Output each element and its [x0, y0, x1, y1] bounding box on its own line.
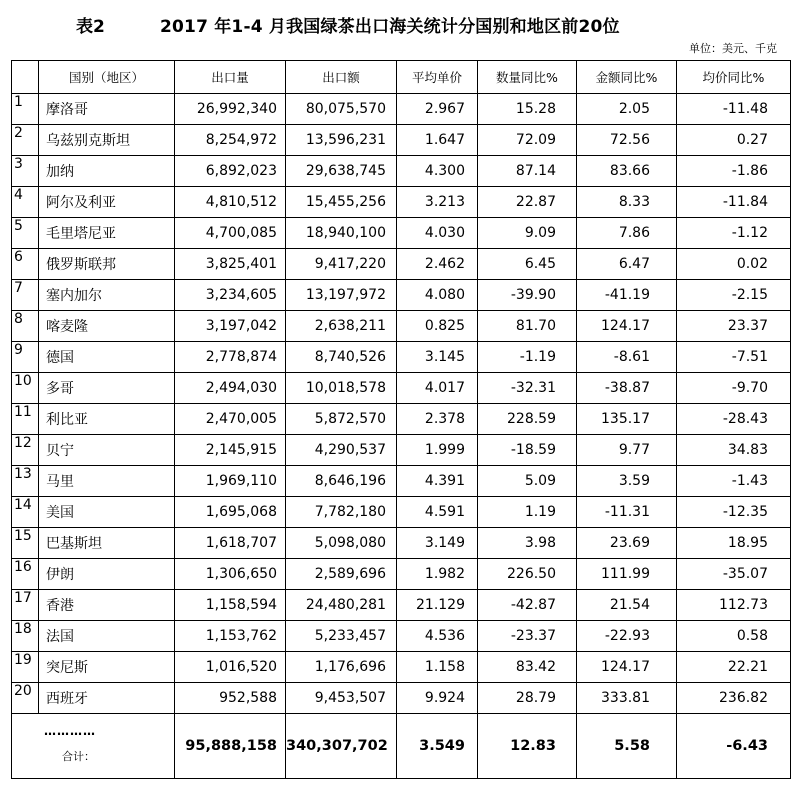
row-index: 6: [12, 249, 39, 280]
row-index: 5: [12, 218, 39, 249]
export-qty: 1,153,762: [175, 621, 286, 652]
price-yoy: -11.48: [677, 94, 791, 125]
export-qty: 6,892,023: [175, 156, 286, 187]
qty-yoy: -42.87: [478, 590, 577, 621]
export-qty: 2,494,030: [175, 373, 286, 404]
row-index: 20: [12, 683, 39, 714]
amount-yoy: 6.47: [577, 249, 677, 280]
amount-yoy: 124.17: [577, 311, 677, 342]
country-name: 贝宁: [39, 435, 175, 466]
qty-yoy: 5.09: [478, 466, 577, 497]
qty-yoy: 22.87: [478, 187, 577, 218]
export-amount: 15,455,256: [286, 187, 397, 218]
total-row: [12, 714, 791, 779]
country-name: 香港: [39, 590, 175, 621]
total-amount: 340,307,702: [286, 714, 397, 779]
header-country: 国别（地区）: [39, 61, 175, 94]
row-index: 19: [12, 652, 39, 683]
price-yoy: -1.86: [677, 156, 791, 187]
avg-price: 2.378: [397, 404, 478, 435]
qty-yoy: -1.19: [478, 342, 577, 373]
row-index: 16: [12, 559, 39, 590]
row-index: 8: [12, 311, 39, 342]
amount-yoy: 21.54: [577, 590, 677, 621]
table-row: [12, 249, 791, 280]
export-amount: 5,233,457: [286, 621, 397, 652]
avg-price: 3.145: [397, 342, 478, 373]
table-row: [12, 497, 791, 528]
avg-price: 2.967: [397, 94, 478, 125]
export-amount: 29,638,745: [286, 156, 397, 187]
table-row: [12, 404, 791, 435]
export-qty: 952,588: [175, 683, 286, 714]
export-amount: 2,589,696: [286, 559, 397, 590]
country-name: 伊朗: [39, 559, 175, 590]
header-row: [12, 61, 791, 94]
total-price-yoy: -6.43: [677, 714, 791, 779]
total-qty-yoy: 12.83: [478, 714, 577, 779]
price-yoy: 0.02: [677, 249, 791, 280]
export-amount: 10,018,578: [286, 373, 397, 404]
export-qty: 8,254,972: [175, 125, 286, 156]
table-row: [12, 311, 791, 342]
total-price: 3.549: [397, 714, 478, 779]
export-amount: 7,782,180: [286, 497, 397, 528]
export-qty: 1,158,594: [175, 590, 286, 621]
export-amount: 13,596,231: [286, 125, 397, 156]
row-index: 2: [12, 125, 39, 156]
amount-yoy: -38.87: [577, 373, 677, 404]
total-dots: …………: [44, 724, 96, 738]
row-index: 15: [12, 528, 39, 559]
table-row: [12, 94, 791, 125]
country-name: 俄罗斯联邦: [39, 249, 175, 280]
export-amount: 18,940,100: [286, 218, 397, 249]
export-amount: 5,098,080: [286, 528, 397, 559]
row-index: 1: [12, 94, 39, 125]
qty-yoy: -39.90: [478, 280, 577, 311]
qty-yoy: 3.98: [478, 528, 577, 559]
qty-yoy: 15.28: [478, 94, 577, 125]
row-index: 18: [12, 621, 39, 652]
price-yoy: -9.70: [677, 373, 791, 404]
amount-yoy: 135.17: [577, 404, 677, 435]
country-name: 突尼斯: [39, 652, 175, 683]
qty-yoy: -23.37: [478, 621, 577, 652]
price-yoy: -28.43: [677, 404, 791, 435]
table-row: [12, 621, 791, 652]
amount-yoy: 8.33: [577, 187, 677, 218]
export-amount: 8,646,196: [286, 466, 397, 497]
price-yoy: 23.37: [677, 311, 791, 342]
header-amount-yoy: 金额同比%: [577, 61, 677, 94]
amount-yoy: 72.56: [577, 125, 677, 156]
country-name: 摩洛哥: [39, 94, 175, 125]
avg-price: 3.213: [397, 187, 478, 218]
price-yoy: -1.43: [677, 466, 791, 497]
table-row: [12, 280, 791, 311]
avg-price: 2.462: [397, 249, 478, 280]
table-row: [12, 435, 791, 466]
avg-price: 21.129: [397, 590, 478, 621]
table-row: [12, 683, 791, 714]
qty-yoy: 83.42: [478, 652, 577, 683]
amount-yoy: -8.61: [577, 342, 677, 373]
country-name: 西班牙: [39, 683, 175, 714]
table-row: [12, 342, 791, 373]
export-amount: 4,290,537: [286, 435, 397, 466]
qty-yoy: 81.70: [478, 311, 577, 342]
header-price-yoy: 均价同比%: [677, 61, 791, 94]
price-yoy: -7.51: [677, 342, 791, 373]
country-name: 法国: [39, 621, 175, 652]
amount-yoy: 83.66: [577, 156, 677, 187]
export-qty: 3,825,401: [175, 249, 286, 280]
qty-yoy: -32.31: [478, 373, 577, 404]
price-yoy: 112.73: [677, 590, 791, 621]
row-index: 17: [12, 590, 39, 621]
amount-yoy: -41.19: [577, 280, 677, 311]
table-row: [12, 528, 791, 559]
total-label: 合计：: [62, 750, 95, 763]
export-qty: 1,016,520: [175, 652, 286, 683]
total-amount-yoy: 5.58: [577, 714, 677, 779]
export-amount: 8,740,526: [286, 342, 397, 373]
header-qty-yoy: 数量同比%: [478, 61, 577, 94]
avg-price: 0.825: [397, 311, 478, 342]
table-row: [12, 156, 791, 187]
table-row: [12, 373, 791, 404]
amount-yoy: 124.17: [577, 652, 677, 683]
avg-price: 1.999: [397, 435, 478, 466]
avg-price: 4.536: [397, 621, 478, 652]
table-row: [12, 466, 791, 497]
row-index: 3: [12, 156, 39, 187]
unit-note: 单位：美元、千克: [689, 42, 777, 55]
price-yoy: 236.82: [677, 683, 791, 714]
country-name: 阿尔及利亚: [39, 187, 175, 218]
country-name: 巴基斯坦: [39, 528, 175, 559]
country-name: 乌兹别克斯坦: [39, 125, 175, 156]
qty-yoy: 9.09: [478, 218, 577, 249]
amount-yoy: 2.05: [577, 94, 677, 125]
row-index: 11: [12, 404, 39, 435]
price-yoy: -1.12: [677, 218, 791, 249]
qty-yoy: 226.50: [478, 559, 577, 590]
avg-price: 4.300: [397, 156, 478, 187]
total-label-cell: [12, 714, 175, 779]
export-amount: 80,075,570: [286, 94, 397, 125]
export-amount: 9,417,220: [286, 249, 397, 280]
table-title: [0, 10, 799, 40]
price-yoy: 18.95: [677, 528, 791, 559]
table-row: [12, 125, 791, 156]
export-amount: 13,197,972: [286, 280, 397, 311]
qty-yoy: 72.09: [478, 125, 577, 156]
row-index: 13: [12, 466, 39, 497]
total-qty: 95,888,158: [175, 714, 286, 779]
export-qty: 1,618,707: [175, 528, 286, 559]
export-qty: 4,700,085: [175, 218, 286, 249]
price-yoy: -35.07: [677, 559, 791, 590]
avg-price: 4.030: [397, 218, 478, 249]
header-index: [12, 61, 39, 94]
country-name: 德国: [39, 342, 175, 373]
country-name: 马里: [39, 466, 175, 497]
price-yoy: 34.83: [677, 435, 791, 466]
export-qty: 1,695,068: [175, 497, 286, 528]
export-qty: 2,778,874: [175, 342, 286, 373]
export-qty: 1,969,110: [175, 466, 286, 497]
table-row: [12, 218, 791, 249]
price-yoy: -12.35: [677, 497, 791, 528]
amount-yoy: 333.81: [577, 683, 677, 714]
country-name: 利比亚: [39, 404, 175, 435]
country-name: 塞内加尔: [39, 280, 175, 311]
amount-yoy: 7.86: [577, 218, 677, 249]
export-qty: 26,992,340: [175, 94, 286, 125]
export-qty: 3,197,042: [175, 311, 286, 342]
avg-price: 4.391: [397, 466, 478, 497]
row-index: 10: [12, 373, 39, 404]
row-index: 7: [12, 280, 39, 311]
table-row: [12, 652, 791, 683]
export-qty: 2,470,005: [175, 404, 286, 435]
export-qty: 1,306,650: [175, 559, 286, 590]
row-index: 14: [12, 497, 39, 528]
row-index: 12: [12, 435, 39, 466]
price-yoy: 0.27: [677, 125, 791, 156]
qty-yoy: 87.14: [478, 156, 577, 187]
amount-yoy: -11.31: [577, 497, 677, 528]
header-qty: 出口量: [175, 61, 286, 94]
amount-yoy: 9.77: [577, 435, 677, 466]
price-yoy: 22.21: [677, 652, 791, 683]
export-table: [11, 60, 791, 779]
export-amount: 9,453,507: [286, 683, 397, 714]
amount-yoy: 23.69: [577, 528, 677, 559]
country-name: 喀麦隆: [39, 311, 175, 342]
export-amount: 5,872,570: [286, 404, 397, 435]
table-number: 表2: [76, 17, 105, 37]
avg-price: 9.924: [397, 683, 478, 714]
row-index: 9: [12, 342, 39, 373]
qty-yoy: 28.79: [478, 683, 577, 714]
qty-yoy: 228.59: [478, 404, 577, 435]
export-amount: 24,480,281: [286, 590, 397, 621]
export-amount: 2,638,211: [286, 311, 397, 342]
header-price: 平均单价: [397, 61, 478, 94]
avg-price: 4.591: [397, 497, 478, 528]
table-caption: 2017 年1-4 月我国绿茶出口海关统计分国别和地区前20位: [160, 17, 620, 37]
price-yoy: -2.15: [677, 280, 791, 311]
qty-yoy: -18.59: [478, 435, 577, 466]
row-index: 4: [12, 187, 39, 218]
country-name: 多哥: [39, 373, 175, 404]
avg-price: 1.158: [397, 652, 478, 683]
avg-price: 3.149: [397, 528, 478, 559]
table-row: [12, 187, 791, 218]
amount-yoy: -22.93: [577, 621, 677, 652]
export-qty: 2,145,915: [175, 435, 286, 466]
export-amount: 1,176,696: [286, 652, 397, 683]
header-amount: 出口额: [286, 61, 397, 94]
avg-price: 1.647: [397, 125, 478, 156]
price-yoy: -11.84: [677, 187, 791, 218]
table-row: [12, 559, 791, 590]
export-qty: 4,810,512: [175, 187, 286, 218]
export-qty: 3,234,605: [175, 280, 286, 311]
avg-price: 1.982: [397, 559, 478, 590]
amount-yoy: 3.59: [577, 466, 677, 497]
avg-price: 4.017: [397, 373, 478, 404]
avg-price: 4.080: [397, 280, 478, 311]
country-name: 美国: [39, 497, 175, 528]
qty-yoy: 6.45: [478, 249, 577, 280]
table-row: [12, 590, 791, 621]
country-name: 毛里塔尼亚: [39, 218, 175, 249]
price-yoy: 0.58: [677, 621, 791, 652]
amount-yoy: 111.99: [577, 559, 677, 590]
qty-yoy: 1.19: [478, 497, 577, 528]
country-name: 加纳: [39, 156, 175, 187]
